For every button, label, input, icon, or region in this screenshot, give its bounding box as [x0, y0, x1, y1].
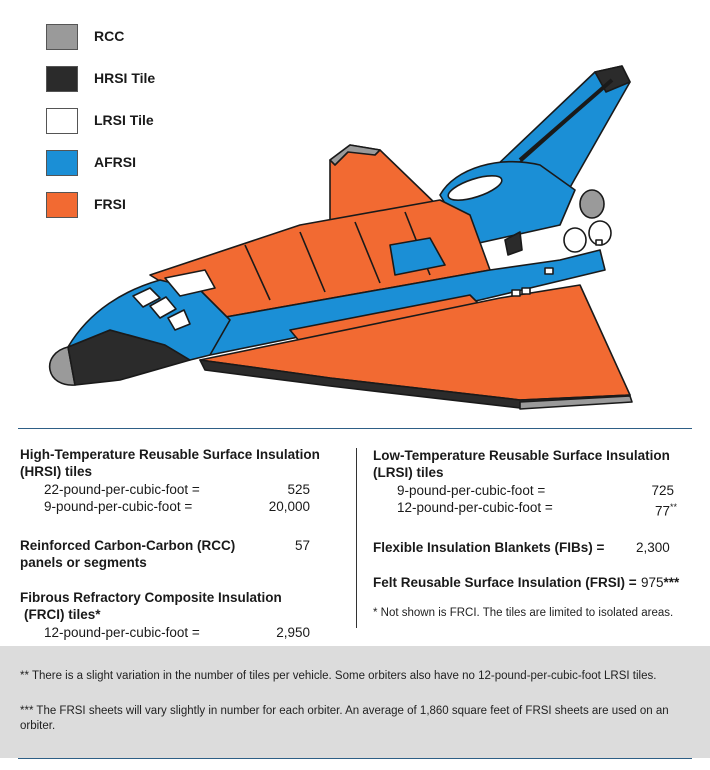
legend-label-lrsi: LRSI Tile: [94, 112, 154, 128]
marker-2: [512, 290, 520, 296]
hrsi-title: High-Temperature Reusable Surface Insulation: [20, 447, 320, 462]
section-rule-bottom: [18, 758, 692, 759]
engine-1: [580, 190, 604, 218]
fib-value: 2,300: [636, 540, 670, 555]
footnotes-panel: [0, 646, 710, 758]
frci-title-line2: (FRCI) tiles*: [24, 607, 101, 622]
hrsi-row2-value: 20,000: [268, 499, 310, 514]
marker-4: [596, 240, 602, 245]
frsi-label: Felt Reusable Surface Insulation (FRSI) =: [373, 575, 637, 590]
legend-label-hrsi: HRSI Tile: [94, 70, 156, 86]
hrsi-row2-label: 9-pound-per-cubic-foot =: [44, 499, 193, 514]
frsi-value: 975: [641, 575, 664, 590]
hrsi-row1-label: 22-pound-per-cubic-foot =: [44, 482, 200, 497]
frci-footnote: * Not shown is FRCI. The tiles are limited to isolated areas.: [373, 607, 674, 619]
marker-3: [522, 288, 530, 294]
lrsi-row2-value: 77: [654, 503, 670, 519]
column-divider: [356, 448, 357, 628]
frci-title: Fibrous Refractory Composite Insulation: [20, 590, 282, 605]
frci-row-label: 12-pound-per-cubic-foot =: [44, 625, 200, 640]
marker-1: [545, 268, 553, 274]
hrsi-title-line2: (HRSI) tiles: [20, 464, 93, 479]
frci-row-value: 2,950: [276, 625, 310, 640]
frsi-mark: ***: [663, 575, 680, 590]
engine-3: [564, 228, 586, 252]
hrsi-row1-value: 525: [287, 482, 310, 497]
lrsi-row2-label: 12-pound-per-cubic-foot =: [397, 500, 553, 515]
legend-label-rcc: RCC: [94, 28, 125, 44]
fib-label: Flexible Insulation Blankets (FIBs) =: [373, 540, 605, 555]
frsi-value-wrap: [641, 574, 679, 591]
footnote-frsi: *** The FRSI sheets will vary slightly in number for each orbiter. An average of 1,860 square feet of FRSI sheets are used on an orbiter.: [20, 705, 669, 732]
lrsi-title-line2: (LRSI) tiles: [373, 465, 444, 480]
lrsi-row1-label: 9-pound-per-cubic-foot =: [397, 483, 546, 498]
legend-label-frsi: FRSI: [94, 196, 126, 212]
legend-label-afrsi: AFRSI: [94, 154, 136, 170]
lrsi-title: Low-Temperature Reusable Surface Insulation: [373, 448, 670, 463]
section-rule-top: [18, 428, 692, 429]
rcc-title: Reinforced Carbon-Carbon (RCC): [20, 538, 236, 553]
lrsi-row2-value-wrap: [612, 499, 677, 520]
footnote-tiles: ** There is a slight variation in the number of tiles per vehicle. Some orbiters also have no 12-pound-per-cubic-foot LRSI tiles.: [20, 670, 657, 682]
lrsi-row2-mark: **: [669, 502, 677, 512]
rcc-value: 57: [294, 538, 310, 553]
lrsi-row1-value: 725: [651, 483, 674, 498]
rcc-title-line2: panels or segments: [20, 555, 147, 570]
